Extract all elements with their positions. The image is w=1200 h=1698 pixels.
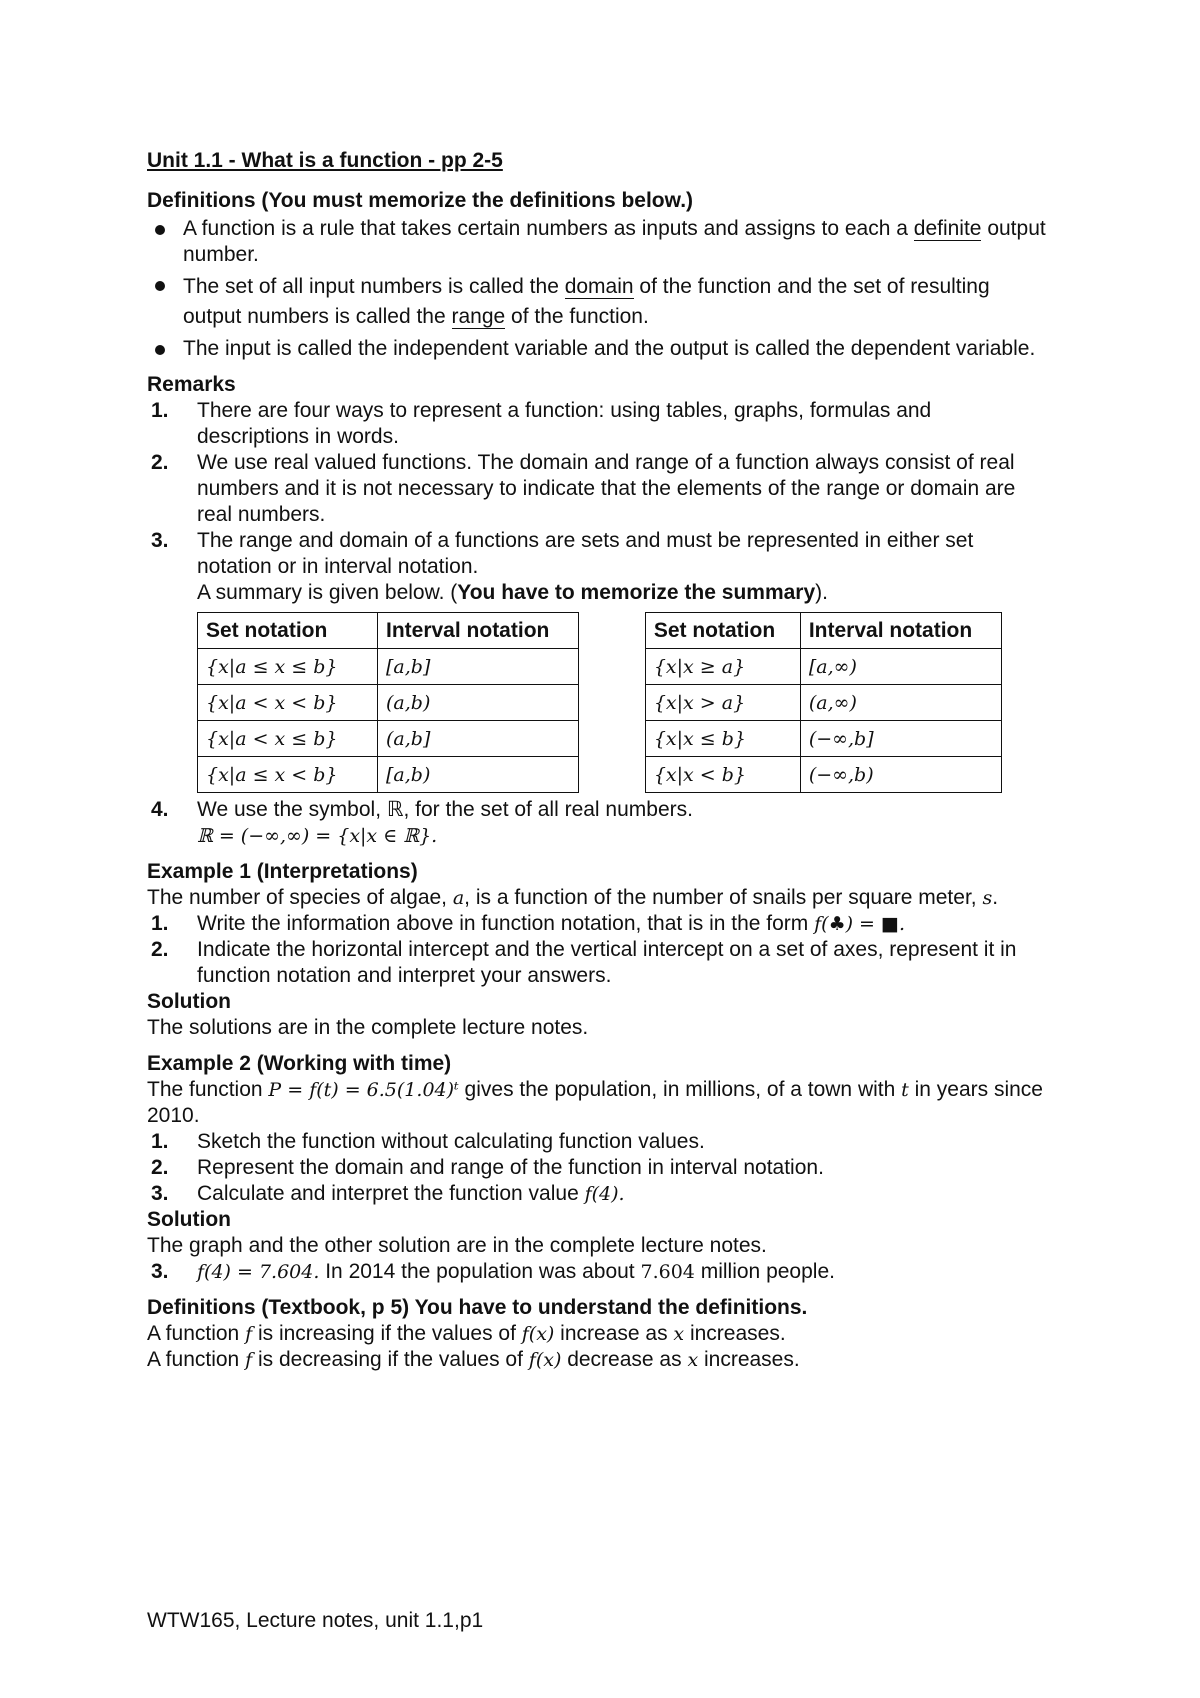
- table-cell: [a,b): [378, 757, 579, 793]
- table-cell: (a,b]: [378, 721, 579, 757]
- text: The range and domain of a functions are sets and must be represented in either set notation or in interval notation.: [197, 529, 974, 578]
- math-expression: f(x): [521, 1323, 555, 1345]
- remarks-list: [147, 398, 1047, 606]
- example2-heading: Example 2 (Working with time): [147, 1052, 452, 1075]
- text: We use the symbol, ℝ, for the set of all real numbers.: [197, 798, 693, 821]
- notation-tables: [197, 612, 1047, 793]
- text: decrease as: [561, 1348, 688, 1371]
- math-var: f: [245, 1323, 253, 1345]
- item-number: 1.: [151, 912, 169, 935]
- example2-text: [147, 1077, 1047, 1129]
- example1-text: [147, 885, 1047, 911]
- table-cell: (a,∞): [800, 685, 1001, 721]
- decreasing-definition: [147, 1347, 1047, 1373]
- math-var: f: [245, 1349, 253, 1371]
- list-item: [147, 398, 1047, 450]
- math-expression: P = f(t) = 6.5(1.04)ᵗ: [268, 1079, 459, 1101]
- example1-solution-heading: Solution: [147, 990, 231, 1013]
- list-item: [147, 216, 1047, 268]
- math-expression: f(♣) = ■.: [814, 913, 906, 935]
- list-item: [147, 1129, 1047, 1155]
- set-notation-table-right: [645, 612, 1002, 793]
- example2-solution-heading: Solution: [147, 1208, 231, 1231]
- item-number: 3.: [151, 529, 169, 552]
- column-header: Interval notation: [800, 613, 1001, 649]
- table-cell: {x|x ≥ a}: [645, 649, 800, 685]
- text: In 2014 the population was about: [319, 1260, 641, 1283]
- math-var: x: [687, 1349, 699, 1371]
- text: The function: [147, 1078, 269, 1101]
- list-item: [147, 1155, 1047, 1181]
- definitions-list: [147, 216, 1047, 362]
- text: gives the population, in millions, of a town with: [458, 1078, 902, 1101]
- table-cell: {x|x < b}: [645, 757, 800, 793]
- example2-list: [147, 1129, 1047, 1207]
- text: Indicate the horizontal intercept and the vertical intercept on a set of axes, represent it in function notation and interpret your answers.: [197, 938, 1017, 987]
- math-var: t: [901, 1079, 909, 1101]
- table-header-row: [645, 613, 1001, 649]
- table-row: [645, 757, 1001, 793]
- text: A function: [147, 1322, 246, 1345]
- underlined-term: range: [451, 305, 506, 328]
- text: Calculate and interpret the function value: [197, 1182, 585, 1205]
- math-var: a: [452, 887, 465, 909]
- text: A function: [147, 1348, 246, 1371]
- list-item: [147, 797, 1047, 849]
- table-cell: {x|a < x ≤ b}: [198, 721, 378, 757]
- table-cell: {x|a < x < b}: [198, 685, 378, 721]
- math-expression: f(x): [528, 1349, 562, 1371]
- table-row: [198, 757, 579, 793]
- text: The number of species of algae,: [147, 886, 453, 909]
- bold-text: You have to memorize the summary: [457, 581, 816, 604]
- list-item: [147, 1259, 1047, 1285]
- increasing-definition: [147, 1321, 1047, 1347]
- example2-solution: The graph and the other solution are in the complete lecture notes.: [147, 1234, 767, 1257]
- table-cell: {x|a ≤ x ≤ b}: [198, 649, 378, 685]
- table-cell: (a,b): [378, 685, 579, 721]
- text: million people.: [694, 1260, 835, 1283]
- table-cell: (−∞,b): [800, 757, 1001, 793]
- underlined-term: domain: [564, 275, 634, 298]
- table-row: [645, 685, 1001, 721]
- table-row: [645, 721, 1001, 757]
- table-header-row: [198, 613, 579, 649]
- table-cell: {x|x ≤ b}: [645, 721, 800, 757]
- column-header: Set notation: [645, 613, 800, 649]
- math-var: s: [982, 887, 993, 909]
- text: is decreasing if the values of: [252, 1348, 529, 1371]
- text: increase as: [554, 1322, 674, 1345]
- table-cell: [a,b]: [378, 649, 579, 685]
- text: of the function.: [505, 305, 649, 328]
- text: output number.: [183, 217, 1046, 266]
- table-row: [198, 685, 579, 721]
- text: Write the information above in function notation, that is in the form: [197, 912, 815, 935]
- text: , is a function of the number of snails per square meter,: [464, 886, 983, 909]
- text: There are four ways to represent a function: using tables, graphs, formulas and descriptions in words.: [197, 399, 932, 448]
- table-cell: [a,∞): [800, 649, 1001, 685]
- column-header: Interval notation: [378, 613, 579, 649]
- list-item: [147, 911, 1047, 937]
- list-item: [147, 336, 1047, 362]
- remarks-heading: Remarks: [147, 373, 236, 396]
- set-notation-table-left: [197, 612, 579, 793]
- text: A function is a rule that takes certain numbers as inputs and assigns to each a: [183, 217, 914, 240]
- table-row: [198, 649, 579, 685]
- example1-solution: The solutions are in the complete lecture notes.: [147, 1016, 589, 1039]
- item-number: 3.: [151, 1260, 169, 1283]
- example1-list: [147, 911, 1047, 989]
- item-number: 2.: [151, 938, 169, 961]
- item-number: 2.: [151, 1156, 169, 1179]
- text: of the function and the set of resulting output numbers is called the: [183, 275, 990, 328]
- table-cell: {x|x > a}: [645, 685, 800, 721]
- item-number: 2.: [151, 451, 169, 474]
- text: The set of all input numbers is called the: [183, 275, 565, 298]
- text: Sketch the function without calculating function values.: [197, 1130, 705, 1153]
- column-header: Set notation: [198, 613, 378, 649]
- item-number: 1.: [151, 399, 169, 422]
- text: increases.: [684, 1322, 786, 1345]
- table-cell: (−∞,b]: [800, 721, 1001, 757]
- document-page: [147, 148, 1047, 1373]
- table-row: [645, 649, 1001, 685]
- math-var: x: [673, 1323, 685, 1345]
- text: The input is called the independent variable and the output is called the dependent variable.: [183, 337, 1036, 360]
- list-item: [147, 528, 1047, 606]
- page-title: Unit 1.1 - What is a function - pp 2-5: [147, 149, 503, 172]
- text: Represent the domain and range of the function in interval notation.: [197, 1156, 824, 1179]
- definitions-heading: Definitions (You must memorize the definitions below.): [147, 189, 694, 212]
- text: .: [992, 886, 999, 909]
- definitions2-heading: Definitions (Textbook, p 5) You have to understand the definitions.: [147, 1296, 808, 1319]
- math-value: 7.604: [640, 1261, 695, 1283]
- remarks-list-continued: [147, 797, 1047, 849]
- math-expression: f(4) = 7.604.: [197, 1261, 320, 1283]
- list-item: [147, 937, 1047, 989]
- item-number: 1.: [151, 1130, 169, 1153]
- list-item: [147, 1181, 1047, 1207]
- table-cell: {x|a ≤ x < b}: [198, 757, 378, 793]
- example2-solution-list: [147, 1259, 1047, 1285]
- text: in years since 2010.: [147, 1078, 1043, 1127]
- page-footer: WTW165, Lecture notes, unit 1.1,p1: [147, 1609, 484, 1632]
- item-number: 3.: [151, 1182, 169, 1205]
- list-item: [147, 450, 1047, 528]
- list-item: [147, 272, 1047, 332]
- text: increases.: [698, 1348, 800, 1371]
- text: is increasing if the values of: [252, 1322, 522, 1345]
- math-expression: ℝ = (−∞,∞) = {x|x ∈ ℝ}.: [197, 825, 438, 847]
- table-row: [198, 721, 579, 757]
- item-number: 4.: [151, 798, 169, 821]
- underlined-term: definite: [913, 217, 982, 240]
- text: A summary is given below. (: [197, 581, 458, 604]
- example1-heading: Example 1 (Interpretations): [147, 860, 418, 883]
- math-expression: f(4).: [584, 1183, 625, 1205]
- text: ).: [815, 581, 828, 604]
- text: We use real valued functions. The domain and range of a function always consist of real numbers and it is not necessary to indicate that the elements of the range or domain are real numbers.: [197, 451, 1016, 526]
